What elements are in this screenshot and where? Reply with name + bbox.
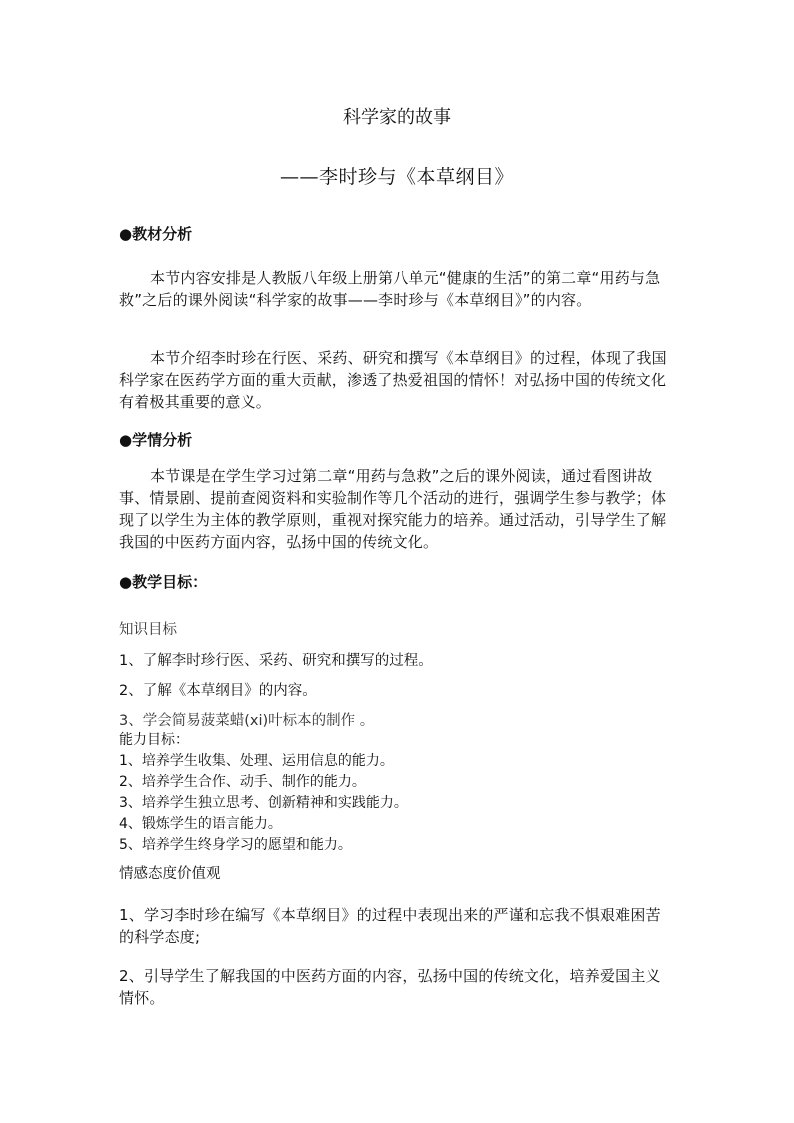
material-paragraph-2: 本节介绍李时珍在行医、采药、研究和撰写《本草纲目》的过程，体现了我国科学家在医药学方面的重大贡献，渗透了热爱祖国的情怀！对弘扬中国的传统文化有着极其重要的意义。: [119, 349, 667, 411]
section-heading-goals: ●教学目标：: [119, 573, 208, 591]
knowledge-goal-1: 1、了解李时珍行医、采药、研究和撰写的过程。: [119, 653, 433, 669]
students-paragraph: 本节课是在学生学习过第二章“用药与急救”之后的课外阅读，通过看图讲故事、情景剧、提前查阅资料和实验制作等几个活动的进行，强调学生参与教学；体现了以学生为主体的教学原则，重视对探究能力的培养。通过活动，引导学生了解我国的中医药方面内容，弘扬中国的传统文化。: [119, 467, 667, 551]
material-paragraph-1: 本节内容安排是人教版八年级上册第八单元“健康的生活”的第二章“用药与急救”之后的课外阅读“科学家的故事——李时珍与《本草纲目》”的内容。: [119, 269, 661, 309]
section-heading-students: ●学情分析: [119, 431, 193, 449]
knowledge-goal-2: 2、了解《本草纲目》的内容。: [119, 683, 317, 699]
emotion-goal-1: 1、学习李时珍在编写《本草纲目》的过程中表现出来的严谨和忘我不惧艰难困苦的科学态度;: [119, 906, 661, 946]
document-subtitle: ——李时珍与《本草纲目》: [279, 166, 514, 188]
ability-goal-2: 2、培养学生合作、动手、制作的能力。: [119, 774, 366, 790]
ability-goals-label: 能力目标：: [119, 732, 189, 748]
ability-goal-1: 1、培养学生收集、处理、运用信息的能力。: [119, 753, 394, 769]
emotion-goals-label: 情感态度价值观: [119, 866, 221, 882]
ability-goal-5: 5、培养学生终身学习的愿望和能力。: [119, 837, 352, 853]
ability-goals-list: [119, 730, 679, 856]
document-title: 科学家的故事: [343, 107, 451, 128]
section-heading-material: ●教材分析: [119, 225, 193, 243]
ability-goal-4: 4、锻炼学生的语言能力。: [119, 816, 282, 832]
knowledge-goal-3: 3、学会简易菠菜蜡(xi)叶标本的制作 。: [119, 713, 375, 729]
ability-goal-3: 3、培养学生独立思考、创新精神和实践能力。: [119, 795, 408, 811]
knowledge-goals-label: 知识目标: [119, 622, 177, 638]
emotion-goal-2: 2、引导学生了解我国的中医药方面的内容，弘扬中国的传统文化，培养爱国主义情怀。: [119, 967, 661, 1007]
